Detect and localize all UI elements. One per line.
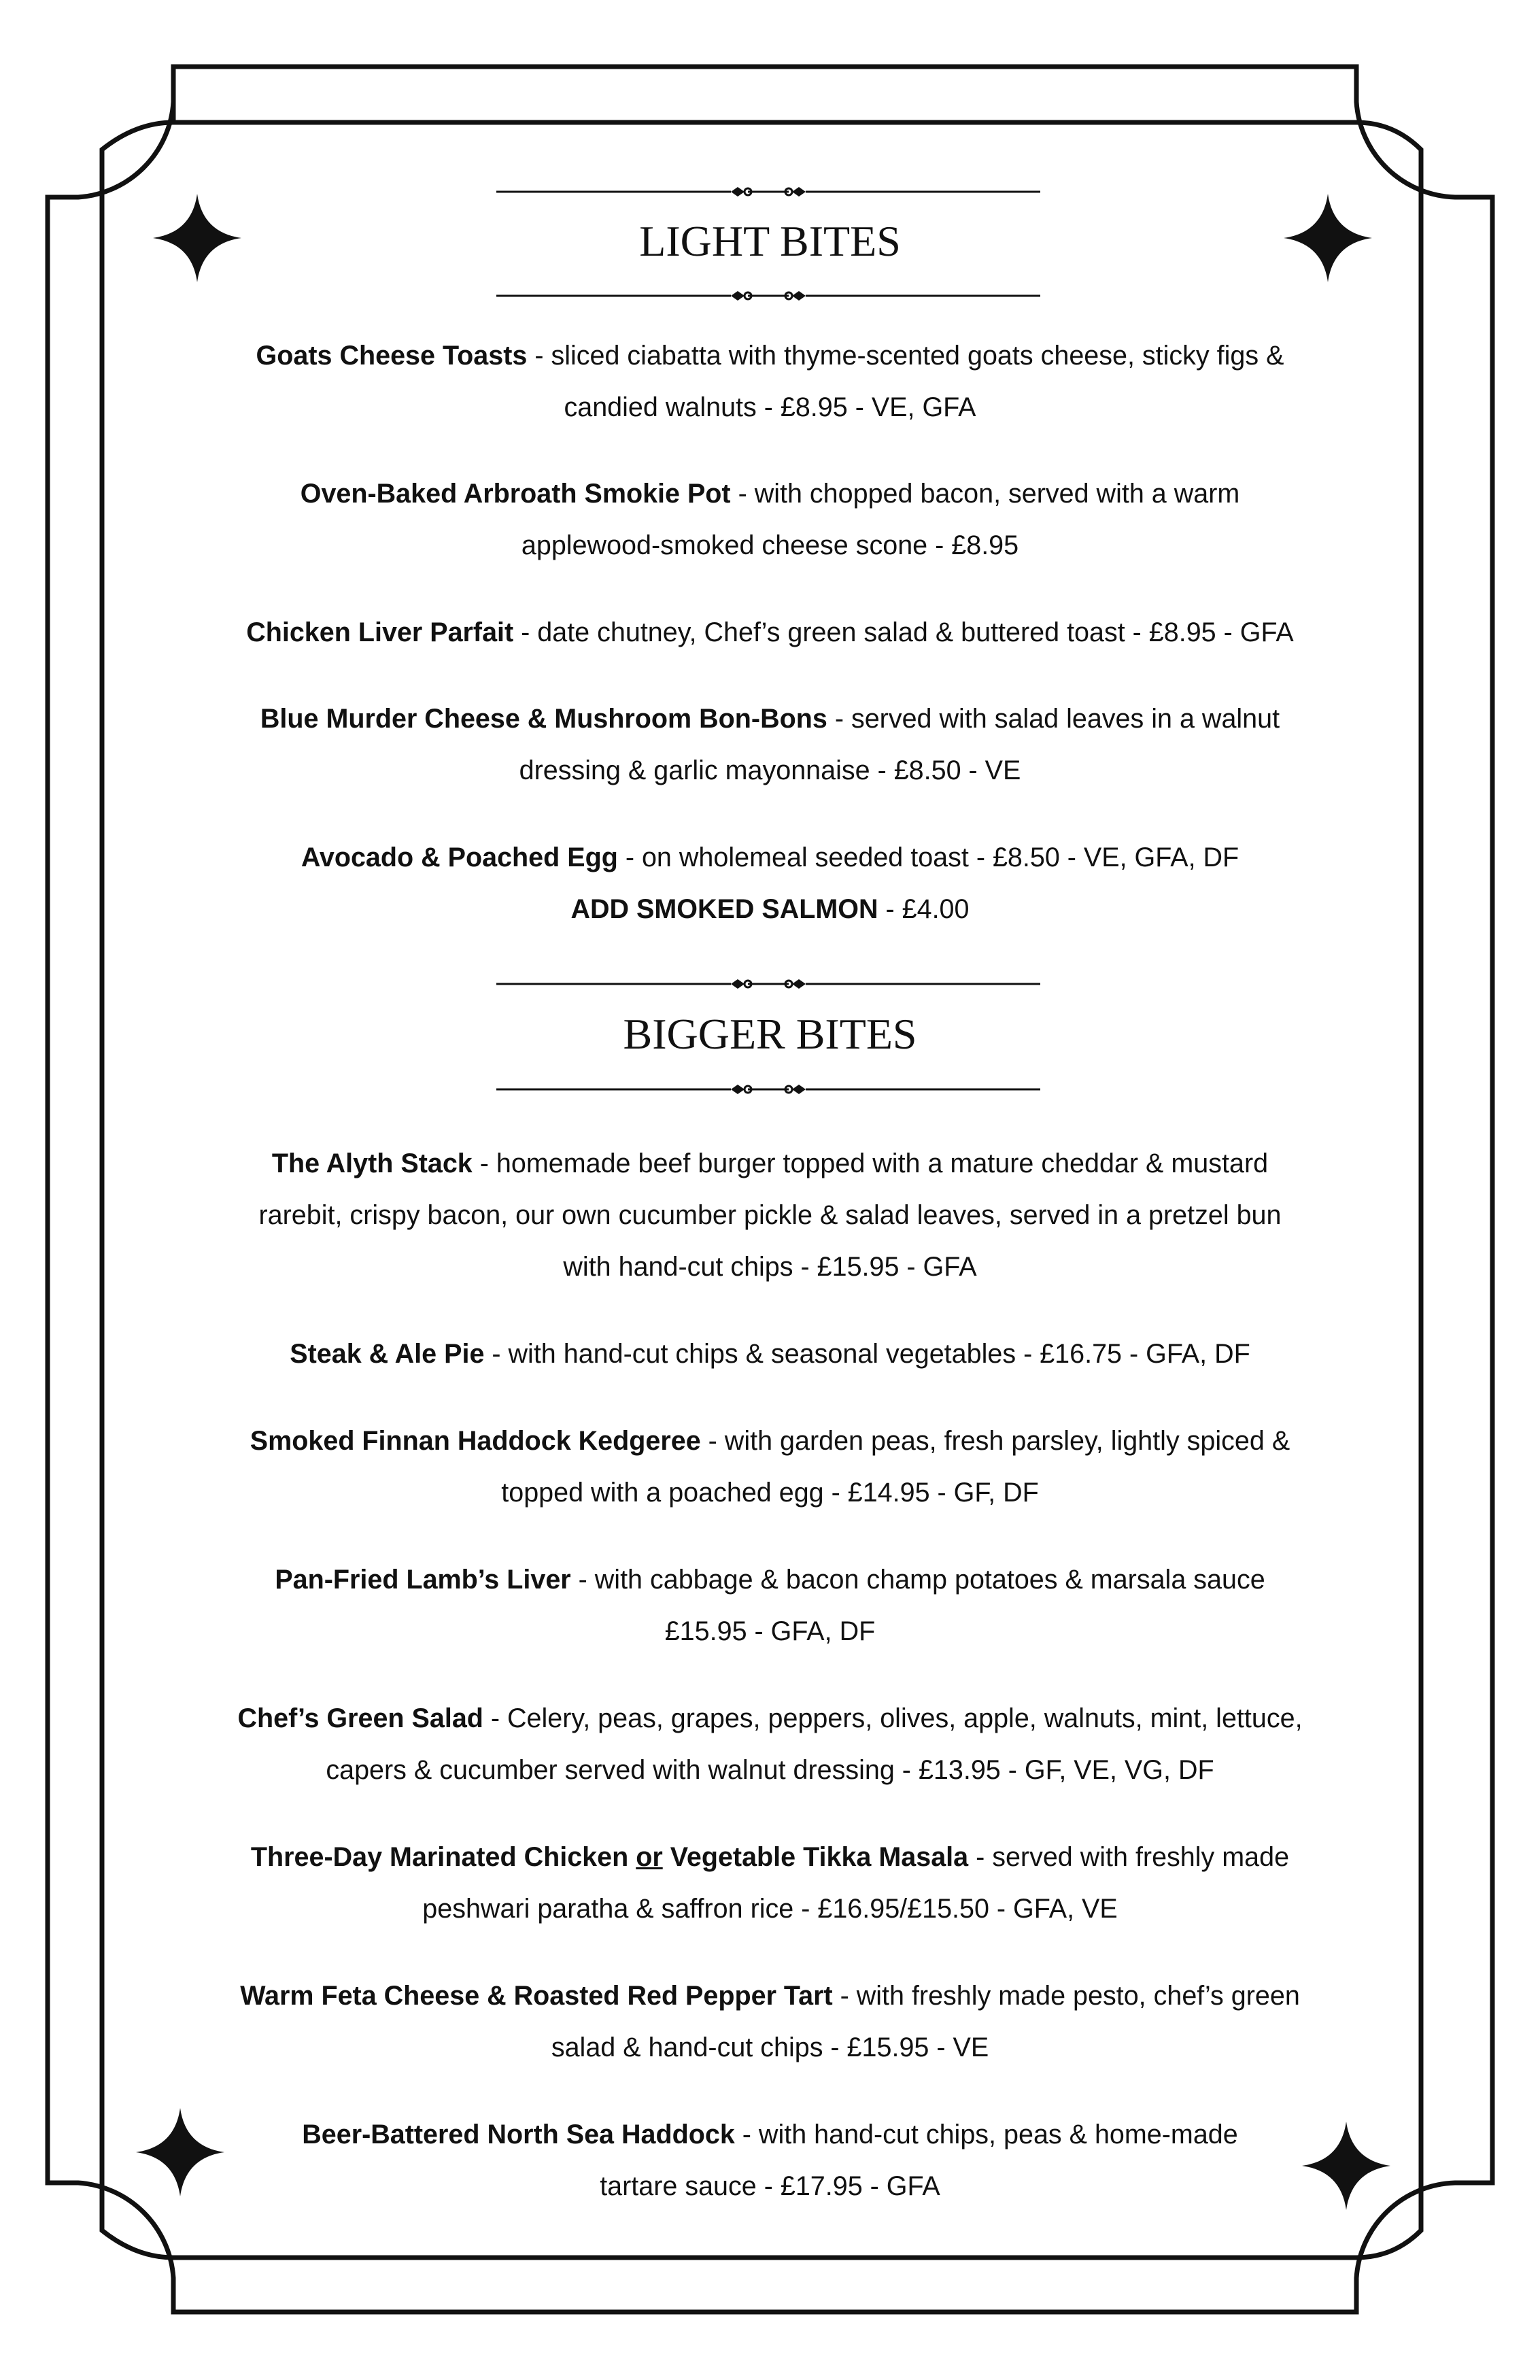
item-description: capers & cucumber served with walnut dressing - £13.95 - GF, VE, VG, DF xyxy=(326,1755,1214,1785)
item-name: Warm Feta Cheese & Roasted Red Pepper Tart xyxy=(240,1981,833,2011)
ornament-divider xyxy=(496,288,1040,304)
menu-item xyxy=(170,1554,1370,1657)
item-addon-name: ADD SMOKED SALMON xyxy=(570,894,878,924)
menu-item xyxy=(170,832,1370,935)
item-description: - with garden peas, fresh parsley, lightly spiced & xyxy=(700,1426,1290,1456)
item-name: Beer-Battered North Sea Haddock xyxy=(302,2120,735,2149)
ornament-divider xyxy=(496,1081,1040,1098)
item-description: - with freshly made pesto, chef’s green xyxy=(832,1981,1300,2011)
menu-item xyxy=(170,1328,1370,1380)
item-name: Oven-Baked Arbroath Smokie Pot xyxy=(300,479,731,509)
menu-item xyxy=(170,607,1370,658)
item-description: salad & hand-cut chips - £15.95 - VE xyxy=(551,2033,989,2062)
item-description: - homemade beef burger topped with a mature cheddar & mustard xyxy=(472,1149,1269,1178)
item-description: rarebit, crispy bacon, our own cucumber pickle & salad leaves, served in a pretzel bun xyxy=(258,1200,1282,1230)
menu-item xyxy=(170,330,1370,433)
menu-item xyxy=(170,2109,1370,2212)
section-title-light-bites: LIGHT BITES xyxy=(639,217,901,265)
item-name: Smoked Finnan Haddock Kedgeree xyxy=(250,1426,701,1456)
item-description: - date chutney, Chef’s green salad & buttered toast - £8.95 - GFA xyxy=(513,617,1294,647)
ornament-divider xyxy=(496,184,1040,200)
item-name: Pan-Fried Lamb’s Liver xyxy=(275,1565,571,1595)
menu-item xyxy=(170,693,1370,796)
item-description: - with chopped bacon, served with a warm xyxy=(730,479,1240,509)
item-name: Avocado & Poached Egg xyxy=(301,843,618,872)
item-description: - served with salad leaves in a walnut xyxy=(827,704,1280,734)
item-description: with hand-cut chips - £15.95 - GFA xyxy=(563,1252,977,1282)
item-name: Steak & Ale Pie xyxy=(290,1339,485,1369)
item-name: Three-Day Marinated Chicken xyxy=(250,1842,636,1872)
item-name: Chicken Liver Parfait xyxy=(246,617,514,647)
menu-item xyxy=(170,1138,1370,1293)
item-name: The Alyth Stack xyxy=(271,1149,473,1178)
item-description: dressing & garlic mayonnaise - £8.50 - VE xyxy=(519,755,1021,785)
item-addon-price: - £4.00 xyxy=(878,894,970,924)
item-description: - on wholemeal seeded toast - £8.50 - VE, GFA, DF xyxy=(617,843,1239,872)
item-name: Goats Cheese Toasts xyxy=(256,341,528,371)
item-description: tartare sauce - £17.95 - GFA xyxy=(600,2171,940,2201)
ornament-divider xyxy=(496,976,1040,992)
item-description: applewood-smoked cheese scone - £8.95 xyxy=(521,530,1019,560)
item-description: £15.95 - GFA, DF xyxy=(664,1616,876,1646)
item-description: - sliced ciabatta with thyme-scented goats cheese, sticky figs & xyxy=(527,341,1284,371)
item-name-or: or xyxy=(636,1842,663,1872)
section-title-bigger-bites: BIGGER BITES xyxy=(623,1010,917,1058)
menu-item xyxy=(170,1831,1370,1935)
item-description: - Celery, peas, grapes, peppers, olives, apple, walnuts, mint, lettuce, xyxy=(483,1703,1303,1733)
menu-item xyxy=(170,1693,1370,1796)
item-description: - served with freshly made xyxy=(968,1842,1290,1872)
item-description: - with cabbage & bacon champ potatoes & marsala sauce xyxy=(570,1565,1265,1595)
item-name-continued: Vegetable Tikka Masala xyxy=(662,1842,969,1872)
menu-item xyxy=(170,1415,1370,1518)
menu-item xyxy=(170,1970,1370,2073)
item-name: Blue Murder Cheese & Mushroom Bon-Bons xyxy=(260,704,827,734)
item-description: - with hand-cut chips & seasonal vegetables - £16.75 - GFA, DF xyxy=(484,1339,1250,1369)
item-description: topped with a poached egg - £14.95 - GF, DF xyxy=(501,1478,1039,1508)
item-description: candied walnuts - £8.95 - VE, GFA xyxy=(564,392,976,422)
menu-item xyxy=(170,468,1370,571)
item-name: Chef’s Green Salad xyxy=(237,1703,483,1733)
menu-content xyxy=(170,0,1370,2380)
item-description: - with hand-cut chips, peas & home-made xyxy=(734,2120,1238,2149)
item-description: peshwari paratha & saffron rice - £16.95/£15.50 - GFA, VE xyxy=(422,1894,1118,1924)
